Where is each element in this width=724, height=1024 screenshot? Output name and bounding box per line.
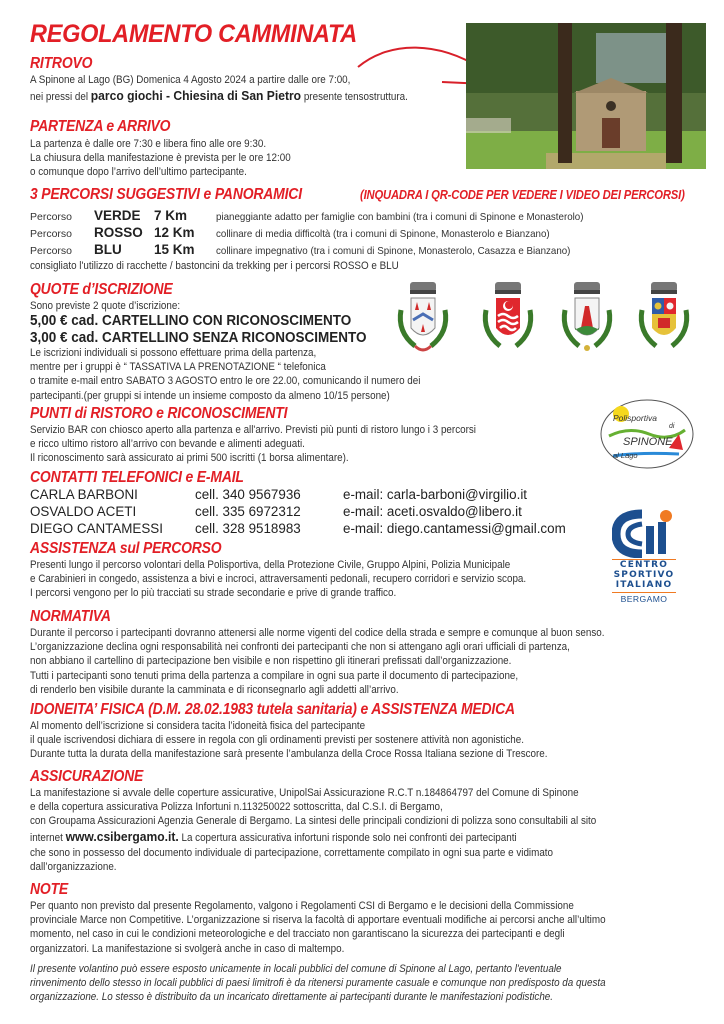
ritrovo-line2-suffix: presente tensostruttura. [303, 91, 408, 104]
normativa-line: di renderlo ben visibile durante la camminata e di riconsegnarlo agli addetti all’arrivo. [30, 683, 399, 696]
ristoro-text [30, 423, 476, 466]
contact-row [30, 504, 590, 521]
ristoro-line: Il riconoscimento sarà assicurato ai primi 500 iscritti (1 borsa alimentare). [30, 452, 349, 465]
section-heading-assistenza: ASSISTENZA sul PERCORSO [30, 540, 222, 557]
assistenza-line: e Carabinieri in congedo, assistenza a bivi e incroci, attraversamenti pedonali, recupero corridori e servizio scopa. [30, 573, 527, 586]
assicurazione-web-line [30, 829, 596, 846]
section-heading-ristoro: PUNTI di RISTORO e RICONOSCIMENTI [30, 405, 288, 422]
route-label: Percorso [30, 211, 73, 223]
disclaimer-text [30, 962, 606, 1005]
crest-icon-monasterolo [478, 280, 538, 364]
quote-line: mentre per i gruppi è “ TASSATIVA LA PRENOTAZIONE “ telefonica [30, 361, 326, 374]
assicurazione-line: La manifestazione si avvale delle coperture assicurative, UnipolSai Assicurazione R.C.T n.184864797 del Comune di Spinone [30, 787, 579, 799]
section-heading-note: NOTE [30, 881, 69, 898]
idoneita-line: Durante tutta la durata della manifestazione sarà presente l’ambulanza della Croce Rossa Italiana sezione di Trescore. [30, 748, 548, 761]
normativa-text [30, 626, 605, 697]
ritrovo-location: parco giochi - Chiesina di San Pietro [90, 88, 302, 104]
note-line: momento, nel caso in cui le condizioni meteorologiche e del tracciato non garantiscano la sicurezza dei partecipanti e degli [30, 928, 565, 941]
contact-name: CARLA BARBONI [30, 487, 138, 502]
contact-phone[interactable]: cell. 335 6972312 [195, 504, 301, 519]
route-color: VERDE [94, 208, 141, 223]
contact-row [30, 487, 590, 504]
poli-line4: al Lago [613, 451, 638, 460]
ritrovo-text [30, 73, 408, 104]
poli-line1: Polisportiva [613, 413, 657, 423]
contact-email[interactable]: e-mail: diego.cantamessi@gmail.com [343, 521, 566, 536]
ritrovo-line2-prefix: nei pressi del [30, 91, 89, 104]
idoneita-text [30, 719, 548, 762]
route-description: collinare di media difficoltà (tra i comuni di Spinone, Monasterolo e Bianzano) [216, 228, 550, 240]
poli-line3: SPINONE [623, 436, 673, 448]
note-text [30, 899, 606, 956]
disclaimer-line: Il presente volantino può essere esposto unicamente in locali pubblici del comune di Spinone al Lago, pertanto l'eventuale [30, 963, 562, 975]
qr-code-note: (INQUADRA I QR-CODE PER VEDERE I VIDEO DEI PERCORSI) [360, 188, 685, 202]
normativa-line: non abbiano il cartellino di partecipazione ben visibile e non rispettino gli itinerari prefissati dall’organizzazione. [30, 655, 512, 668]
quote-line: o tramite e-mail entro SABATO 3 AGOSTO entro le ore 22.00, comunicando il numero dei [30, 375, 421, 388]
section-heading-percorsi: 3 PERCORSI SUGGESTIVI e PANORAMICI [30, 186, 302, 203]
partenza-text [30, 137, 291, 180]
quote-text [30, 346, 420, 403]
church-photo-illustration [466, 23, 706, 169]
route-row-rosso [30, 225, 690, 242]
assicurazione-text [30, 786, 596, 874]
section-heading-normativa: NORMATIVA [30, 608, 111, 625]
assistenza-line: Presenti lungo il percorso volontari della Polisportiva, della Protezione Civile, Gruppo Alpini, Polizia Municipale [30, 559, 511, 571]
section-heading-ritrovo: RITROVO [30, 55, 93, 72]
ristoro-line: Servizio BAR con chiosco aperto alla partenza e all'arrivo. Previsti più punti di ristoro lungo i 3 percorsi [30, 424, 476, 436]
route-distance: 7 Km [154, 208, 188, 223]
contact-phone[interactable]: cell. 340 9567936 [195, 487, 301, 502]
contact-row [30, 521, 590, 538]
section-heading-idoneita: IDONEITA’ FISICA (D.M. 28.02.1983 tutela sanitaria) e ASSISTENZA MEDICA [30, 701, 515, 718]
partenza-line: o comunque dopo l’arrivo dell’ultimo partecipante. [30, 166, 247, 179]
idoneita-line: il quale iscrivendosi dichiara di essere in regola con gli ordinamenti previsti per sostenere attività non agonistiche. [30, 734, 524, 747]
assistenza-text [30, 558, 526, 601]
route-label: Percorso [30, 228, 73, 240]
csi-line1: CENTRO [619, 560, 669, 570]
ritrovo-line2 [30, 89, 408, 104]
disclaimer-line: organizzazione. Lo stesso è distribuito da un incaricato direttamente ai partecipanti durante le manifestazioni podistiche. [30, 991, 554, 1004]
route-row-verde [30, 208, 690, 225]
assicurazione-line: che sono in possesso del documento individuale di partecipazione, correttamente compilato in ogni sua parte e vidimato [30, 846, 554, 859]
crest-icon-bianzano [557, 280, 617, 364]
assistenza-line: I percorsi vengono per lo più tracciati su strade secondarie e prive di grande traffico. [30, 587, 397, 600]
assicurazione-line: e della copertura assicurativa Polizza Infortuni n.113250022 sottoscritta, dal C.S.I. di Bergamo, [30, 801, 443, 814]
quote-price-without-prize: 3,00 € cad. CARTELLINO SENZA RICONOSCIMENTO [30, 330, 367, 346]
idoneita-line: Al momento dell’iscrizione si considera tacita l’idoneità fisica del partecipante [30, 720, 366, 732]
quote-price-with-prize: 5,00 € cad. CARTELLINO CON RICONOSCIMENTO [30, 313, 352, 329]
contacts-list [30, 487, 590, 538]
route-description: collinare impegnativo (tra i comuni di Spinone, Monasterolo, Casazza e Bianzano) [216, 245, 571, 257]
ritrovo-line1: A Spinone al Lago (BG) Domenica 4 Agosto 2024 a partire dalle ore 7:00, [30, 74, 351, 86]
route-distance: 15 Km [154, 242, 195, 257]
quote-intro: Sono previste 2 quote d’iscrizione: [30, 300, 181, 312]
assicurazione-line: con Groupama Assicurazioni Agenzia Generale di Bergamo. La sintesi delle principali condizioni di polizza sono consultabili al sito [30, 815, 597, 828]
normativa-line: Durante il percorso i partecipanti dovranno attenersi alle norme vigenti del codice della strada e sempre e comunque al buon senso. [30, 627, 605, 639]
route-label: Percorso [30, 245, 73, 257]
routes-list [30, 208, 690, 259]
web-suffix: La copertura assicurativa infortuni risponde solo nei confronti dei partecipanti [181, 831, 517, 844]
website-link[interactable]: www.csibergamo.it. [65, 828, 179, 844]
contact-email[interactable]: e-mail: carla-barboni@virgilio.it [343, 487, 528, 502]
section-heading-partenza: PARTENZA e ARRIVO [30, 118, 171, 135]
csi-line2: SPORTIVO [613, 570, 675, 580]
contact-email[interactable]: e-mail: aceti.osvaldo@libero.it [343, 504, 522, 519]
contact-name: DIEGO CANTAMESSI [30, 521, 163, 536]
polisportiva-logo [599, 398, 695, 470]
ristoro-line: e ricco ultimo ristoro all’arrivo con bevande e alimenti adeguati. [30, 438, 305, 451]
csi-line4: BERGAMO [620, 594, 668, 604]
route-distance: 12 Km [154, 225, 195, 240]
crest-icon-casazza [634, 280, 694, 364]
web-prefix: internet [30, 831, 63, 844]
assicurazione-line: dall’organizzazione. [30, 860, 117, 873]
normativa-line: Tutti i partecipanti sono tenuti prima della partenza a compilare in ogni sua parte il documento di partecipazione, [30, 669, 519, 682]
partenza-line: La partenza è dalle ore 7:30 e libera fino alle ore 9:30. [30, 138, 267, 150]
section-heading-quote: QUOTE d’ISCRIZIONE [30, 281, 173, 298]
poli-line2: di [669, 423, 675, 430]
csi-emblem-icon [612, 508, 676, 558]
church-photo [466, 23, 706, 169]
csi-line3: ITALIANO [615, 580, 673, 590]
contact-name: OSVALDO ACETI [30, 504, 137, 519]
note-line: provinciale Marce non Competitive. L’organizzazione si riserva la facoltà di apportare eventuali modifiche ai percorsi anche all’ultimo [30, 914, 606, 927]
crest-icon-spinone [393, 280, 453, 364]
normativa-line: L’organizzazione declina ogni responsabilità nei confronti dei partecipanti che non si attengano agli orari ufficiali di partenza, [30, 641, 570, 654]
section-heading-contatti: CONTATTI TELEFONICI e E-MAIL [30, 469, 244, 486]
quote-line: Le iscrizioni individuali si possono effettuare prima della partenza, [30, 347, 317, 359]
quote-line: partecipanti.(per gruppi si intende un insieme composto da almeno 10/15 persone) [30, 389, 390, 402]
routes-advice: consigliato l'utilizzo di racchette / bastoncini da trekking per i percorsi ROSSO e BLU [30, 260, 399, 272]
partenza-line: La chiusura della manifestazione è prevista per le ore 12:00 [30, 152, 291, 165]
route-row-blu [30, 242, 690, 259]
note-line: Per quanto non previsto dal presente Regolamento, valgono i Regolamenti CSI di Bergamo e le decisioni della Commissione [30, 900, 574, 912]
note-line: organizzatori. La manifestazione si svolgerà anche in caso di maltempo. [30, 942, 345, 955]
section-heading-assicurazione: ASSICURAZIONE [30, 768, 144, 785]
contact-phone[interactable]: cell. 328 9518983 [195, 521, 301, 536]
route-description: pianeggiante adatto per famiglie con bambini (tra i comuni di Spinone e Monasterolo) [216, 211, 584, 223]
route-color: BLU [94, 242, 122, 257]
page-title: REGOLAMENTO CAMMINATA [30, 20, 357, 48]
disclaimer-line: rinvenimento dello stesso in locali pubblici di paesi limitrofi è da ritenersi puramente casuale e comunque non predisposto da questa [30, 977, 606, 990]
route-color: ROSSO [94, 225, 143, 240]
csi-logo [612, 508, 676, 604]
